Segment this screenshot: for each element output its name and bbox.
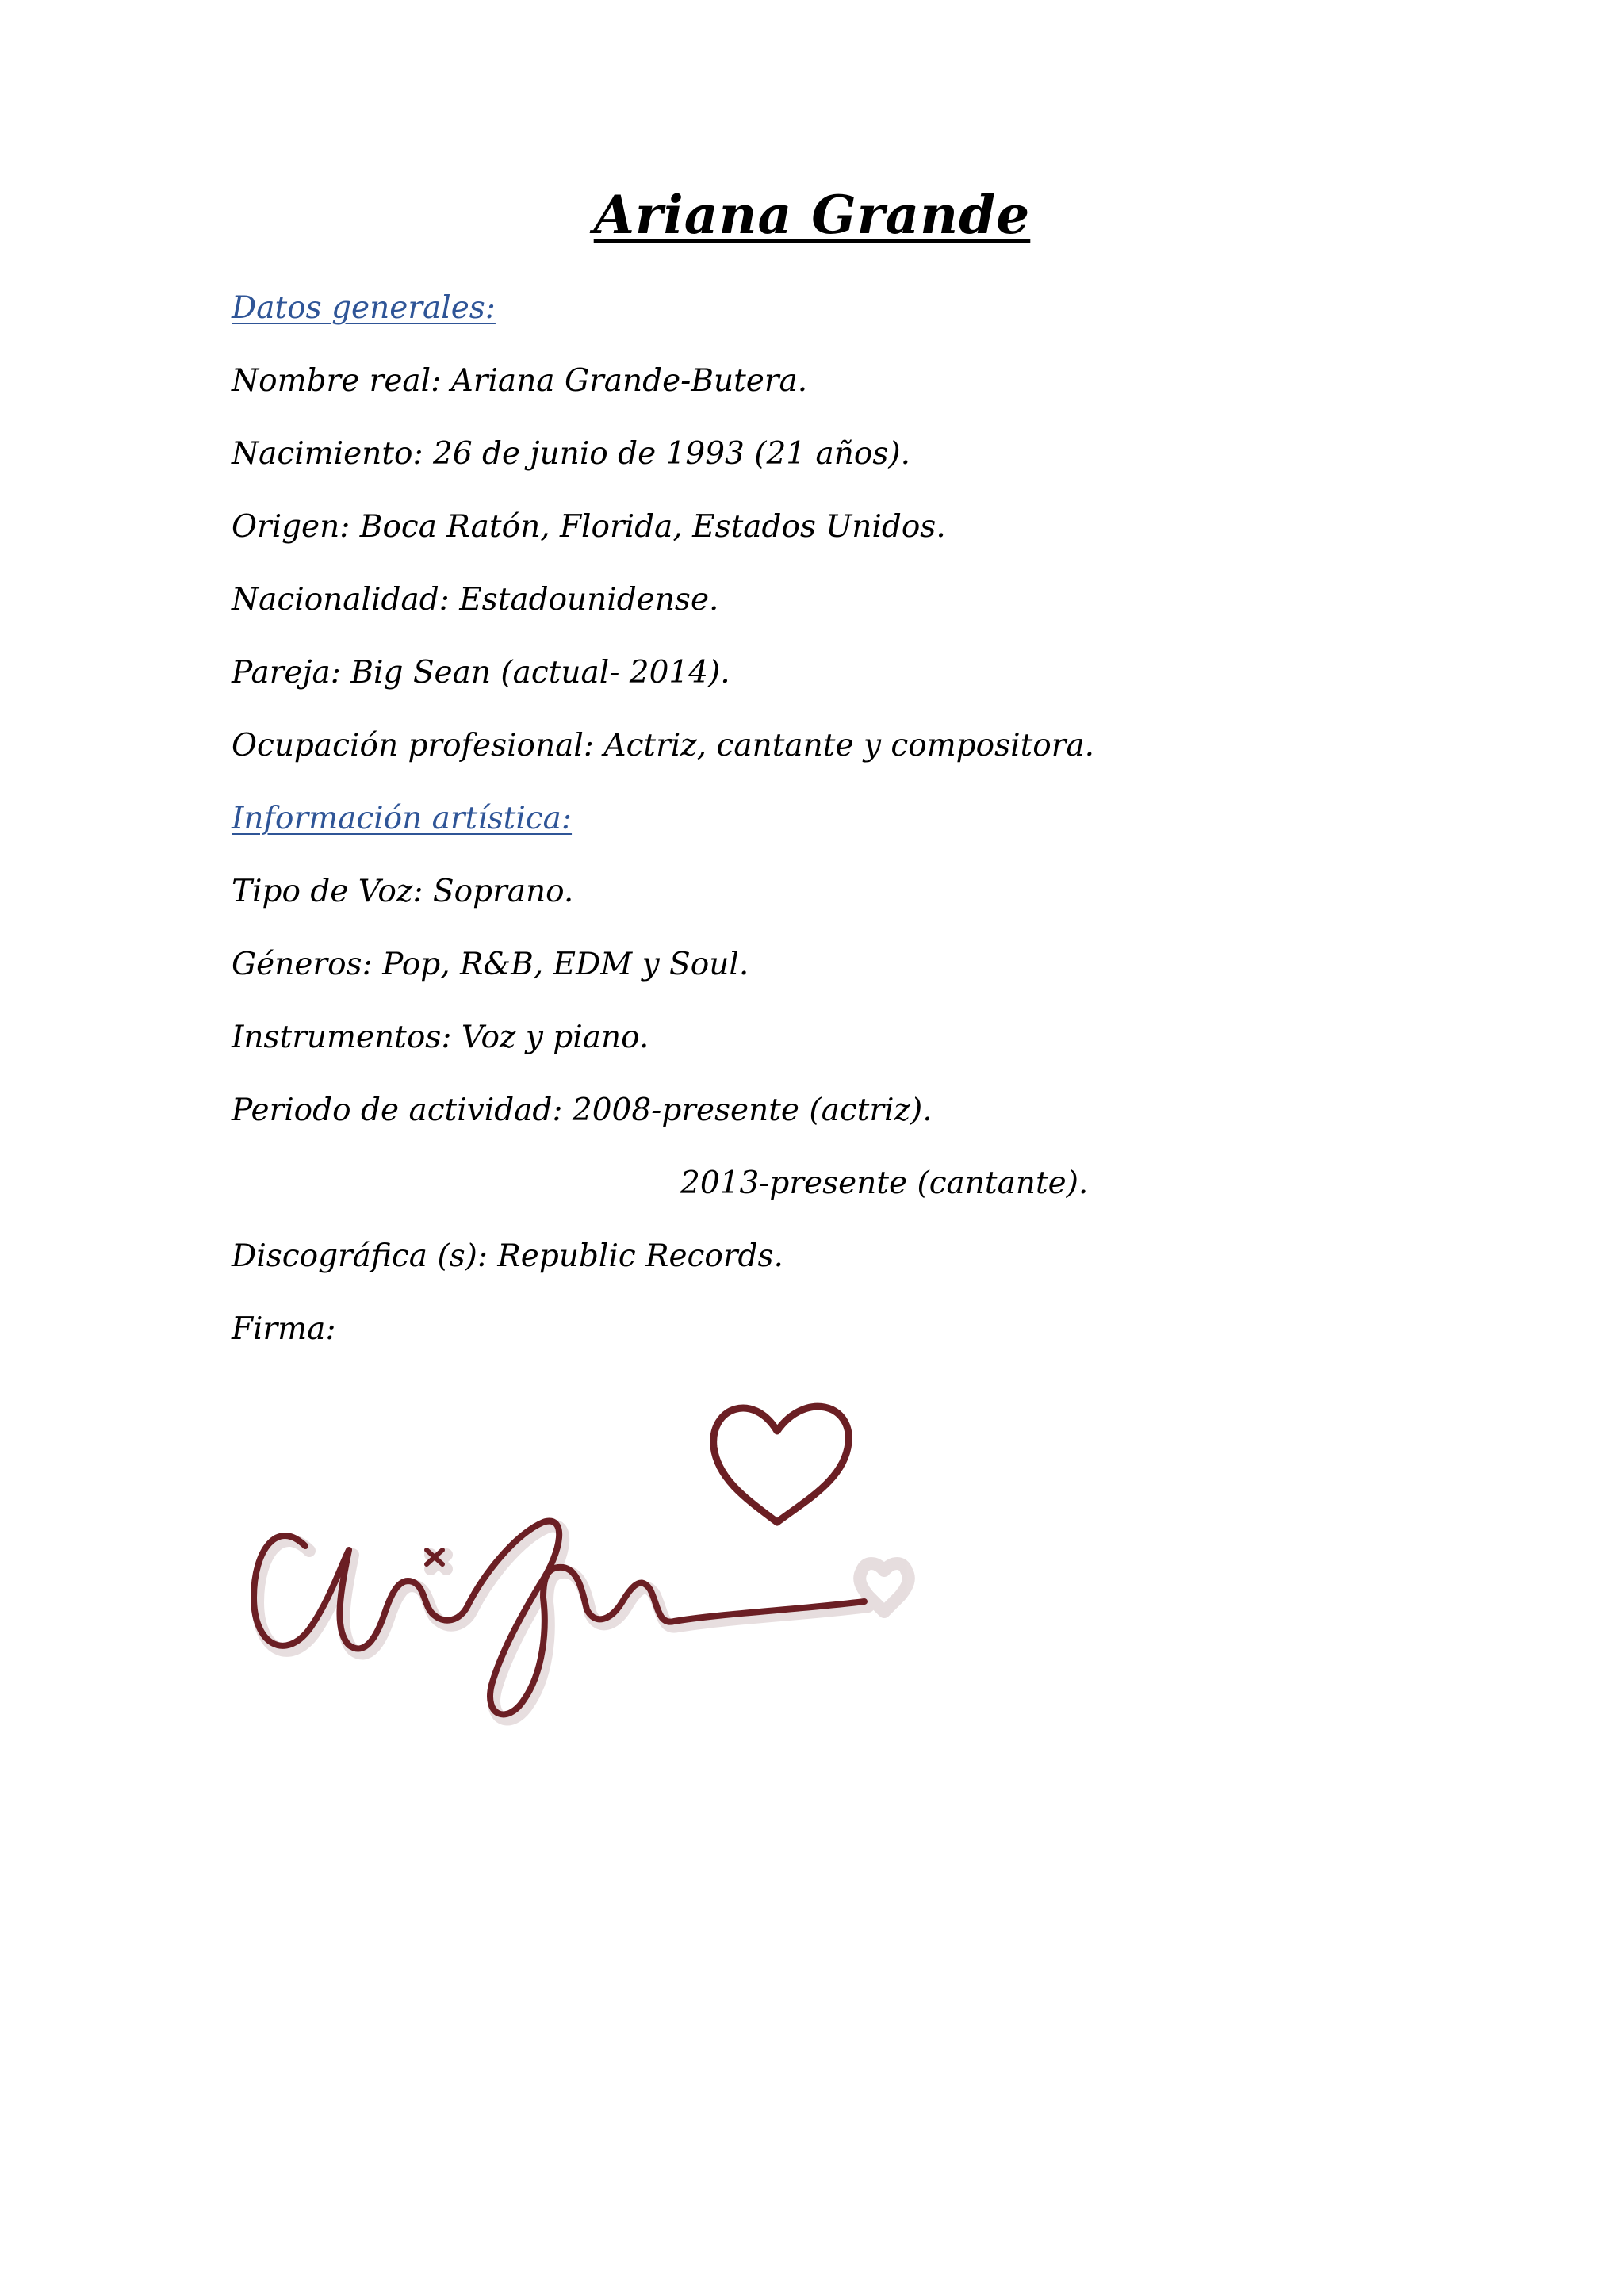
- field-origen: Origen: Boca Ratón, Florida, Estados Unidos.: [232, 509, 946, 545]
- section-heading-datos-generales: Datos generales:: [232, 290, 496, 326]
- page-title: Ariana Grande: [593, 184, 1031, 246]
- field-ocupacion: Ocupación profesional: Actriz, cantante y compositora.: [232, 728, 1095, 763]
- field-firma-label: Firma:: [232, 1311, 336, 1347]
- field-instrumentos: Instrumentos: Voz y piano.: [232, 1020, 649, 1055]
- field-tipo-voz: Tipo de Voz: Soprano.: [232, 874, 574, 909]
- field-nombre-real: Nombre real: Ariana Grande-Butera.: [232, 363, 808, 399]
- field-nacimiento: Nacimiento: 26 de junio de 1993 (21 años).: [232, 436, 910, 472]
- field-periodo-actividad: Periodo de actividad: 2008-presente (actriz).: [232, 1093, 933, 1128]
- signature-image: [230, 1383, 928, 1732]
- field-pareja: Pareja: Big Sean (actual- 2014).: [232, 655, 730, 691]
- section-heading-informacion-artistica: Información artística:: [232, 801, 573, 836]
- field-discografica: Discográfica (s): Republic Records.: [232, 1238, 783, 1274]
- field-generos: Géneros: Pop, R&B, EDM y Soul.: [232, 947, 749, 982]
- field-nacionalidad: Nacionalidad: Estadounidense.: [232, 582, 719, 618]
- field-periodo-actividad-cont: 2013-presente (cantante).: [680, 1165, 1089, 1201]
